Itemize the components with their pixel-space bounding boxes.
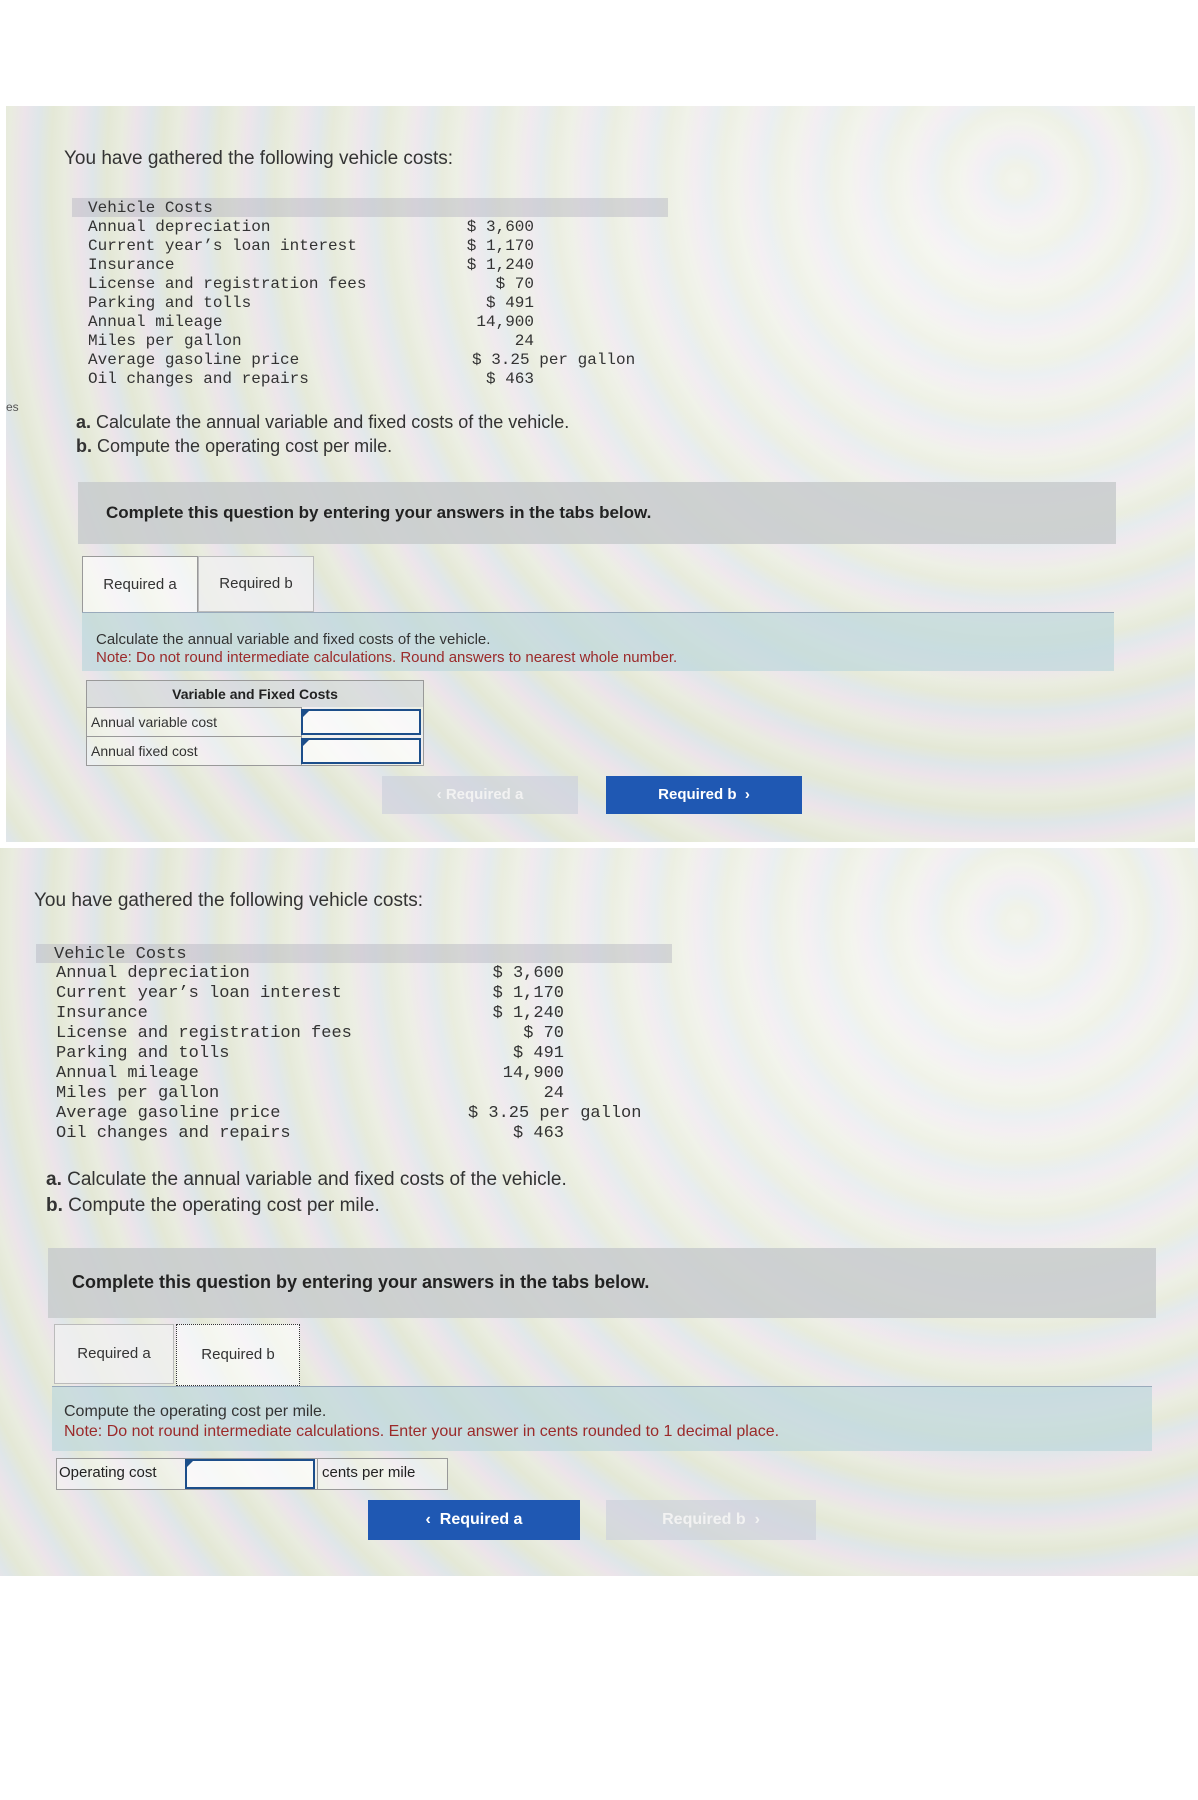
row-label: Oil changes and repairs <box>88 370 309 388</box>
chevron-right-icon: › <box>745 1511 760 1528</box>
annual-fixed-cost-label: Annual fixed cost <box>87 736 302 765</box>
row-label: Current year’s loan interest <box>56 984 342 1003</box>
row-label: Average gasoline price <box>56 1104 281 1123</box>
operating-cost-label: Operating cost <box>59 1464 157 1481</box>
row-label: Annual depreciation <box>88 218 271 236</box>
row-label: Parking and tolls <box>88 294 252 312</box>
annual-variable-cost-input[interactable] <box>301 709 421 735</box>
instructions-banner <box>78 482 1116 544</box>
variable-fixed-costs-table <box>86 680 424 766</box>
row-value: 14,900 <box>502 1064 564 1083</box>
intro-text: You have gathered the following vehicle costs: <box>34 890 424 911</box>
operating-cost-row <box>56 1458 448 1490</box>
screenshot-required-a <box>6 106 1195 842</box>
chevron-right-icon: › <box>736 786 750 803</box>
row-label: Parking and tolls <box>56 1044 230 1063</box>
row-value: $ 1,170 <box>492 984 564 1003</box>
chevron-left-icon: ‹ <box>425 1511 440 1528</box>
tab-required-b[interactable]: Required b <box>198 556 314 612</box>
task-a: a. Calculate the annual variable and fixed costs of the vehicle. <box>76 412 570 432</box>
row-label: Annual mileage <box>56 1064 199 1083</box>
vehicle-costs-table <box>36 944 676 1143</box>
row-value: $ 70 <box>495 275 534 293</box>
row-value: $ 1,170 <box>466 237 534 255</box>
operating-cost-input[interactable] <box>185 1459 315 1489</box>
row-value: $ 3.25 per gallon <box>472 351 636 369</box>
task-b: b. Compute the operating cost per mile. <box>46 1195 380 1216</box>
row-value: $ 3,600 <box>492 964 564 983</box>
row-label: Miles per gallon <box>88 332 242 350</box>
row-label: License and registration fees <box>88 275 367 293</box>
prev-required-a-button[interactable]: ‹ Required a <box>382 776 578 814</box>
intro-text: You have gathered the following vehicle costs: <box>64 148 454 169</box>
chevron-left-icon: ‹ <box>436 786 446 803</box>
tab-required-a[interactable]: Required a <box>54 1324 174 1384</box>
row-label: Insurance <box>56 1004 148 1023</box>
instruction-panel <box>52 1386 1152 1451</box>
row-label: Annual depreciation <box>56 964 250 983</box>
next-required-b-button[interactable]: Required b › <box>606 1500 816 1540</box>
row-label: Average gasoline price <box>88 351 300 369</box>
table-header: Vehicle Costs <box>54 945 187 964</box>
tab-required-a[interactable]: Required a <box>82 556 198 613</box>
row-label: Miles per gallon <box>56 1084 220 1103</box>
row-value: $ 463 <box>485 370 534 388</box>
table-header: Vehicle Costs <box>88 199 213 217</box>
task-a: a. Calculate the annual variable and fixed costs of the vehicle. <box>46 1169 567 1190</box>
row-value: $ 1,240 <box>492 1004 564 1023</box>
row-label: License and registration fees <box>56 1024 352 1043</box>
note-text: Note: Do not round intermediate calculations. Enter your answer in cents rounded to 1 decimal place. <box>64 1423 780 1440</box>
screenshot-required-b <box>0 848 1198 1576</box>
row-value: $ 1,240 <box>466 256 534 274</box>
row-value: $ 3.25 per gallon <box>468 1104 642 1123</box>
row-value: 24 <box>514 332 534 350</box>
row-label: Current year’s loan interest <box>88 237 357 255</box>
row-value: 14,900 <box>476 313 534 331</box>
row-label: Annual mileage <box>88 313 223 331</box>
instruction-text: Calculate the annual variable and fixed costs of the vehicle. <box>96 631 491 648</box>
row-label: Oil changes and repairs <box>56 1124 291 1143</box>
note-text: Note: Do not round intermediate calculations. Round answers to nearest whole number. <box>96 649 678 666</box>
instruction-panel <box>82 612 1114 671</box>
task-b: b. Compute the operating cost per mile. <box>76 436 393 456</box>
edge-fragment: es <box>6 400 19 414</box>
banner-text: Complete this question by entering your answers in the tabs below. <box>106 503 652 522</box>
row-value: $ 491 <box>485 294 534 312</box>
row-value: $ 491 <box>512 1044 564 1063</box>
next-required-b-button[interactable]: Required b › <box>606 776 802 814</box>
instruction-text: Compute the operating cost per mile. <box>64 1403 327 1420</box>
operating-cost-unit: cents per mile <box>317 1459 450 1489</box>
vehicle-costs-table <box>72 198 672 388</box>
row-value: 24 <box>543 1084 564 1103</box>
row-label: Insurance <box>88 256 175 274</box>
row-value: $ 3,600 <box>466 218 534 236</box>
row-value: $ 463 <box>512 1124 564 1143</box>
row-value: $ 70 <box>523 1024 564 1043</box>
annual-fixed-cost-input[interactable] <box>301 738 421 764</box>
annual-variable-cost-label: Annual variable cost <box>87 707 302 736</box>
prev-required-a-button[interactable]: ‹ Required a <box>368 1500 580 1540</box>
instructions-banner <box>48 1248 1156 1318</box>
answer-table-title: Variable and Fixed Costs <box>87 681 423 707</box>
banner-text: Complete this question by entering your answers in the tabs below. <box>72 1272 650 1292</box>
tab-required-b[interactable]: Required b <box>176 1324 300 1386</box>
